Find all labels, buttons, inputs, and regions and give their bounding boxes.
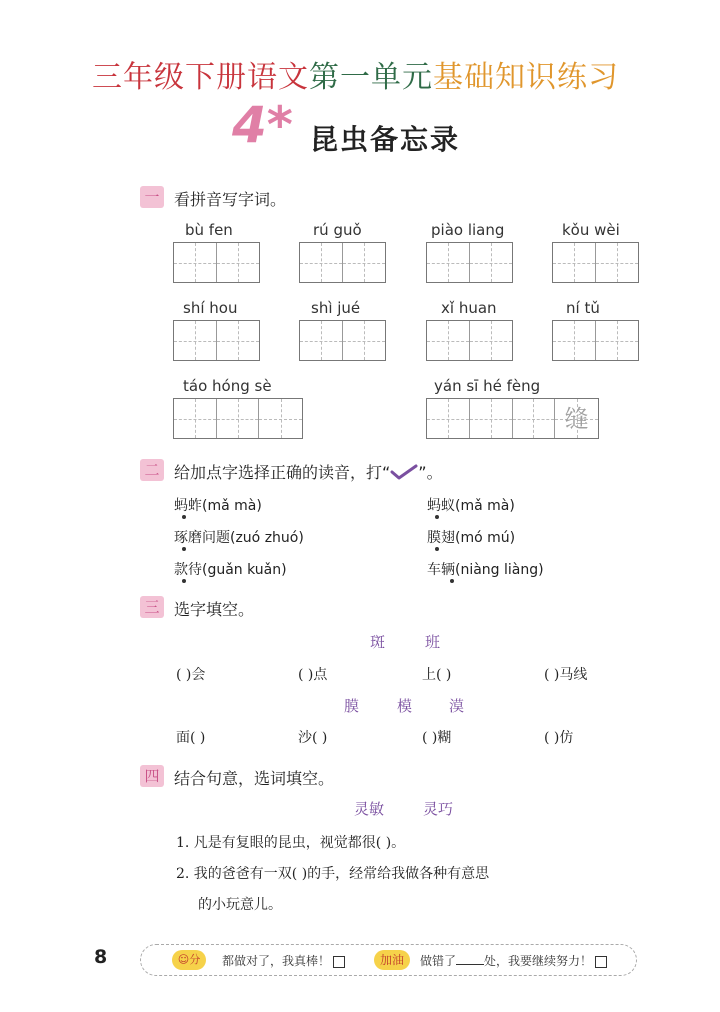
fill-blank[interactable]: ( )糊 xyxy=(422,730,452,746)
emphasis-dot xyxy=(182,579,186,583)
sentence-continuation: 的小玩意儿。 xyxy=(198,897,282,913)
pinyin-label: yán sī hé fèng xyxy=(434,377,541,395)
sentence-question[interactable]: 2. 我的爸爸有一双( )的手，经常给我做各种有意思 xyxy=(176,866,490,882)
writing-grid[interactable] xyxy=(552,320,639,361)
pinyin-label: shí hou xyxy=(183,299,238,317)
reading-item: 蚂蚱(mǎ mà) xyxy=(174,498,262,514)
fill-blank[interactable]: 沙( ) xyxy=(298,730,328,746)
fill-blank[interactable]: 面( ) xyxy=(176,730,206,746)
writing-grid[interactable] xyxy=(173,398,303,439)
writing-grid[interactable] xyxy=(299,242,386,283)
writing-grid[interactable] xyxy=(426,398,599,439)
lesson-number: 4* xyxy=(232,96,293,154)
pinyin-label: ní tǔ xyxy=(566,299,600,317)
reading-item: 款待(guǎn kuǎn) xyxy=(174,562,287,578)
checkmark-icon xyxy=(390,464,418,480)
char-option: 模 xyxy=(397,697,413,715)
char-option: 膜 xyxy=(344,697,360,715)
writing-grid[interactable] xyxy=(173,242,260,283)
mistake-checkbox[interactable] xyxy=(595,956,607,968)
pinyin-label: xǐ huan xyxy=(441,299,497,317)
emphasis-dot xyxy=(450,579,454,583)
banner-unit: 第一单元 xyxy=(309,60,433,95)
section2-title xyxy=(174,460,443,483)
score-badge-label: 分 xyxy=(189,953,201,966)
reading-item: 膜翅(mó mú) xyxy=(427,530,516,546)
praise-checkbox[interactable] xyxy=(333,956,345,968)
section1-badge: 一 xyxy=(140,186,164,208)
mistake-text xyxy=(420,952,607,969)
emphasis-dot xyxy=(435,547,439,551)
mistake-label: 做错了 xyxy=(420,954,457,968)
pinyin-label: shì jué xyxy=(311,299,361,317)
section3-title: 选字填空。 xyxy=(174,600,255,619)
word-option: 灵巧 xyxy=(423,800,454,818)
fill-blank[interactable]: ( )马线 xyxy=(544,667,588,683)
reading-item: 车辆(niàng liàng) xyxy=(427,562,544,578)
mistake-count-blank[interactable] xyxy=(456,964,484,965)
cheer-badge: 加油 xyxy=(374,950,410,970)
banner-grade: 三年级下册语文 xyxy=(92,60,309,95)
banner-practice: 基础知识练习 xyxy=(433,60,619,95)
char-option: 斑 xyxy=(370,633,386,651)
reading-item: 蚂蚁(mǎ mà) xyxy=(427,498,515,514)
hint-character: 缝 xyxy=(564,405,589,433)
pinyin-label: bù fen xyxy=(185,221,233,239)
praise-label: 都做对了，我真棒！ xyxy=(222,954,331,968)
writing-grid[interactable] xyxy=(299,320,386,361)
writing-grid[interactable] xyxy=(426,320,513,361)
writing-grid[interactable] xyxy=(173,320,260,361)
char-option: 漠 xyxy=(449,697,465,715)
section4-badge: 四 xyxy=(140,765,164,787)
emphasis-dot xyxy=(182,515,186,519)
section2-title-end: ”。 xyxy=(418,463,443,482)
smiley-icon: ☺ xyxy=(177,953,190,966)
writing-grid[interactable] xyxy=(426,242,513,283)
reading-item: 琢磨问题(zuó zhuó) xyxy=(174,530,304,546)
fill-blank[interactable]: ( )点 xyxy=(298,667,328,683)
praise-text xyxy=(222,952,345,969)
fill-blank[interactable]: ( )仿 xyxy=(544,730,574,746)
char-option: 班 xyxy=(425,633,441,651)
pinyin-label: piào liang xyxy=(431,221,505,239)
fill-blank[interactable]: ( )会 xyxy=(176,667,206,683)
unit-banner xyxy=(92,52,619,96)
section4-title: 结合句意，选词填空。 xyxy=(174,769,335,788)
mistake-label-end: 处，我要继续努力！ xyxy=(484,954,593,968)
emphasis-dot xyxy=(435,515,439,519)
word-option: 灵敏 xyxy=(354,800,385,818)
writing-grid[interactable] xyxy=(552,242,639,283)
score-badge xyxy=(172,950,206,970)
emphasis-dot xyxy=(182,547,186,551)
pinyin-label: táo hóng sè xyxy=(183,377,272,395)
section1-title: 看拼音写字词。 xyxy=(174,190,287,209)
pinyin-label: kǒu wèi xyxy=(562,221,620,239)
section2-badge: 二 xyxy=(140,459,164,481)
fill-blank[interactable]: 上( ) xyxy=(422,667,452,683)
section2-title-text: 给加点字选择正确的读音，打“ xyxy=(174,463,391,482)
lesson-title: 昆虫备忘录 xyxy=(310,123,461,156)
sentence-question[interactable]: 1. 凡是有复眼的昆虫，视觉都很( )。 xyxy=(176,835,406,851)
section3-badge: 三 xyxy=(140,596,164,618)
page-number: 8 xyxy=(94,946,108,968)
pinyin-label: rú guǒ xyxy=(313,221,362,239)
